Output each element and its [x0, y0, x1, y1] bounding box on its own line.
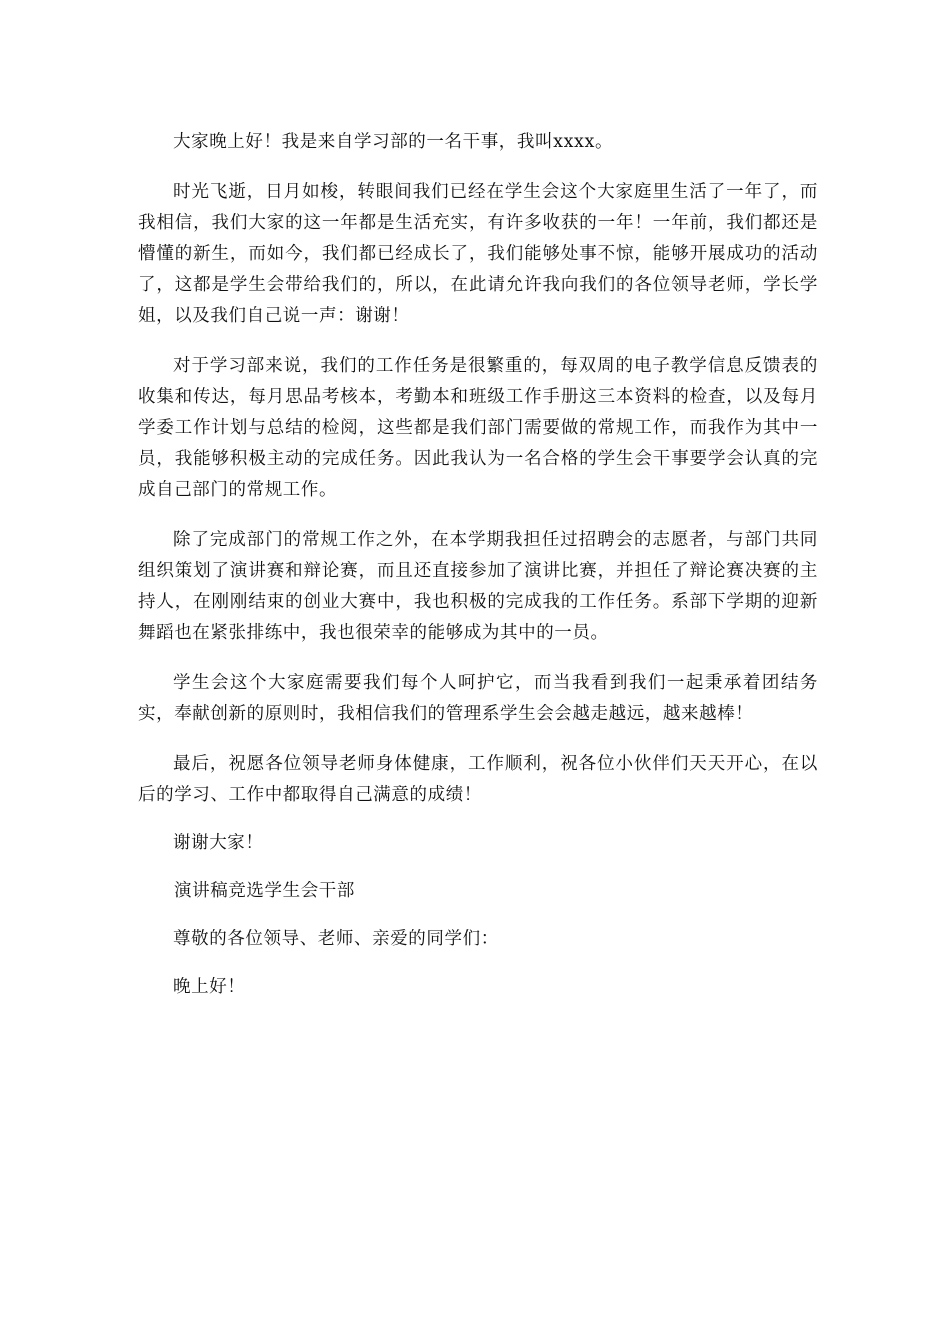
- paragraph-greeting: 大家晚上好！我是来自学习部的一名干事，我叫xxxx。: [173, 132, 614, 152]
- document-page: [138, 127, 818, 1003]
- paragraph-time-flies: 时光飞逝，日月如梭，转眼间我们已经在学生会这个大家庭里生活了一年了，而我相信，我们大家的这一年都是生活充实，有许多收获的一年！一年前，我们都还是懵懂的新生，而如今，我们都已经成长了，我们能够处事不惊，能够开展成功的活动了，这都是学生会带给我们的，所以，在此请允许我向我们的各位领导老师，学长学姐，以及我们自己说一声：谢谢！: [138, 182, 818, 326]
- paragraph-student-union: 学生会这个大家庭需要我们每个人呵护它，而当我看到我们一起秉承着团结务实，奉献创新的原则时，我相信我们的管理系学生会会越走越远，越来越棒！: [138, 673, 818, 724]
- paragraph-thanks: 谢谢大家！: [173, 833, 264, 853]
- section-title: 演讲稿竞选学生会干部: [174, 881, 355, 901]
- paragraph-salutation: 尊敬的各位领导、老师、亲爱的同学们：: [173, 929, 499, 949]
- paragraph-wishes: 最后，祝愿各位领导老师身体健康，工作顺利，祝各位小伙伴们天天开心，在以后的学习、工作中都取得自己满意的成绩！: [138, 754, 818, 805]
- paragraph-work-tasks: 对于学习部来说，我们的工作任务是很繁重的，每双周的电子教学信息反馈表的收集和传达，每月思品考核本，考勤本和班级工作手册这三本资料的检查，以及每月学委工作计划与总结的检阅，这些都是我们部门需要做的常规工作，而我作为其中一员，我能够积极主动的完成任务。因此我认为一名合格的学生会干事要学会认真的完成自己部门的常规工作。: [138, 356, 818, 500]
- paragraph-activities: 除了完成部门的常规工作之外，在本学期我担任过招聘会的志愿者，与部门共同组织策划了演讲赛和辩论赛，而且还直接参加了演讲比赛，并担任了辩论赛决赛的主持人，在刚刚结束的创业大赛中，我也积极的完成我的工作任务。系部下学期的迎新舞蹈也在紧张排练中，我也很荣幸的能够成为其中的一员。: [138, 530, 818, 643]
- paragraph-good-evening: 晚上好！: [173, 977, 246, 997]
